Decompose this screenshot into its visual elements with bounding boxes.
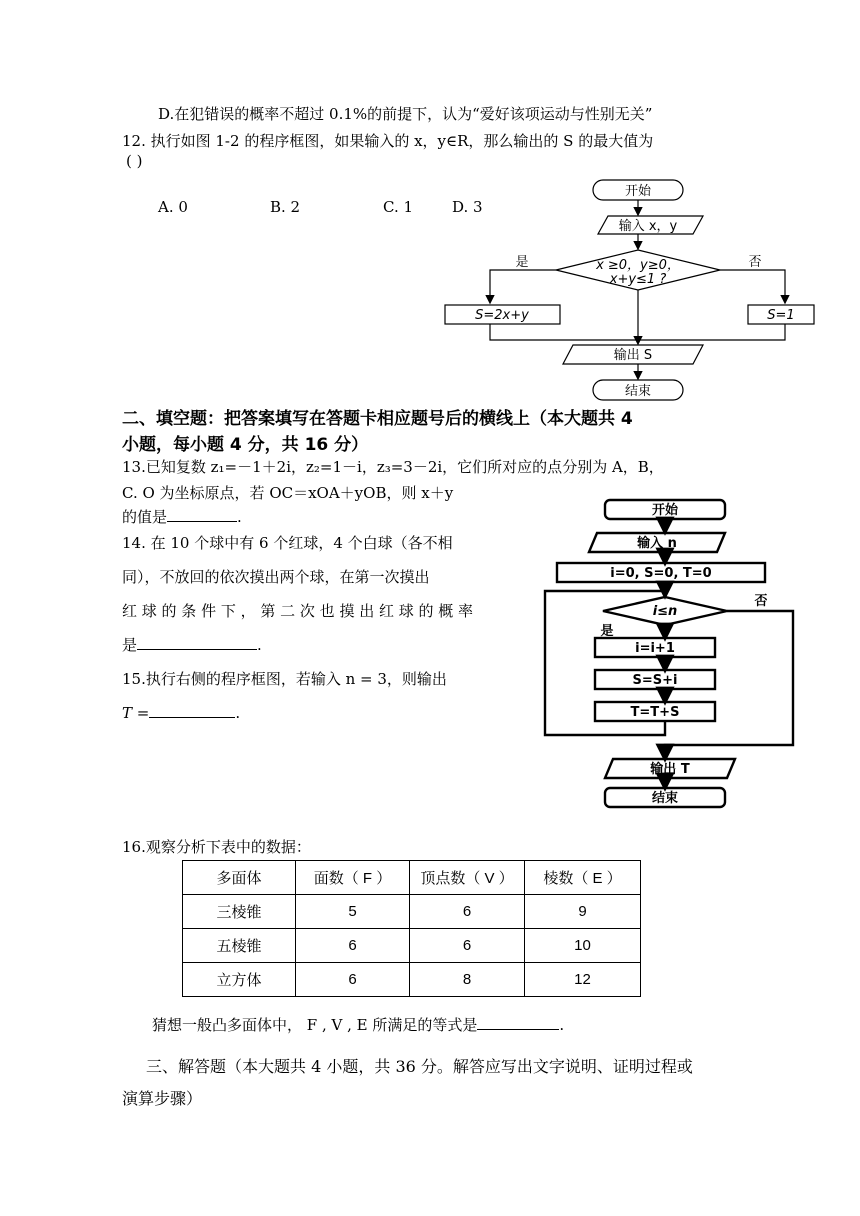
flow1-cond-line2: x+y≤1 ?: [609, 272, 667, 287]
table-header-cell: 棱数（ E ）: [525, 861, 641, 895]
q16-conclusion: 猜想一般凸多面体中， F , V , E 所满足的等式是 .: [152, 1016, 565, 1034]
table-row: [183, 895, 641, 929]
table-header-cell: 顶点数（ V ）: [410, 861, 525, 895]
q13-answer-blank[interactable]: [167, 507, 237, 522]
flow1-cond-line1: x ≥0，y≥0，: [596, 258, 680, 273]
table-cell: 5: [296, 895, 410, 929]
flow2-init-text: i=0, S=0, T=0: [610, 566, 712, 581]
flow2-yes-label: 是: [600, 624, 614, 639]
table-cell: 6: [296, 929, 410, 963]
q14-line2: 同），不放回的依次摸出两个球，在第一次摸出: [122, 568, 430, 586]
table-cell: 9: [525, 895, 641, 929]
table-cell: 10: [525, 929, 641, 963]
table-cell: 8: [410, 963, 525, 997]
flow2-cond-text: i≤n: [652, 604, 678, 619]
section2-line2: 小题，每小题 4 分，共 16 分）: [122, 435, 369, 455]
section2-line1: 二、填空题：把答案填写在答题卡相应题号后的横线上（本大题共 4: [122, 409, 633, 429]
flow2-no-label: 否: [754, 594, 768, 609]
flow1-start-text: 开始: [624, 184, 652, 199]
q16-stem: 16.观察分析下表中的数据：: [122, 838, 311, 856]
q11-option-d: D.在犯错误的概率不超过 0.1%的前提下，认为“爱好该项运动与性别无关”: [158, 105, 653, 123]
q14-line1: 14. 在 10 个球中有 6 个红球，4 个白球（各不相: [122, 534, 453, 552]
q15-line2: T = .: [122, 704, 241, 722]
flowchart-1: [430, 170, 830, 405]
q12-option-d: D. 3: [452, 198, 483, 216]
flow2-start-text: 开始: [651, 503, 679, 518]
flow1-output-text: 输出 S: [613, 348, 653, 363]
q16-answer-blank[interactable]: [477, 1015, 559, 1030]
q14-line4: 是 .: [122, 636, 262, 654]
q14-line4-text: 是: [122, 636, 138, 654]
q15-answer-blank[interactable]: [149, 703, 235, 718]
q13-line1: 13.已知复数 z₁=－1＋2i，z₂=1－i，z₃=3－2i，它们所对应的点分别为 A，B，: [122, 458, 664, 476]
table-cell: 6: [410, 895, 525, 929]
flow2-step2-text: S=S+i: [632, 673, 678, 688]
table-cell: 三棱锥: [183, 895, 296, 929]
flowchart-2: [535, 495, 805, 815]
q12-option-a: A. 0: [158, 198, 188, 216]
table-header-cell: 多面体: [183, 861, 296, 895]
table-cell: 立方体: [183, 963, 296, 997]
flow2-step3-text: T=T+S: [630, 705, 680, 720]
q12-option-b: B. 2: [270, 198, 301, 216]
flow2-input-text: 输入 n: [637, 536, 677, 551]
table-header-cell: 面数（ F ）: [296, 861, 410, 895]
q16-conclusion-text: 猜想一般凸多面体中， F , V , E 所满足的等式是: [152, 1016, 478, 1034]
q14-line3: 红 球 的 条 件 下 ， 第 二 次 也 摸 出 红 球 的 概 率: [122, 602, 474, 620]
q14-answer-blank[interactable]: [137, 635, 257, 650]
table-cell: 6: [410, 929, 525, 963]
flow1-end-text: 结束: [624, 384, 652, 399]
flow2-step1-text: i=i+1: [635, 641, 675, 656]
flow1-left-text: S=2x+y: [475, 308, 529, 323]
q13-line3: 的值是 .: [122, 508, 242, 526]
table-cell: 12: [525, 963, 641, 997]
q13-line3-text: 的值是: [122, 508, 168, 526]
q15-line2-text: T =: [122, 704, 150, 722]
table-row: [183, 929, 641, 963]
table-header-row: [183, 861, 641, 895]
flow1-right-text: S=1: [767, 308, 795, 323]
table-cell: 6: [296, 963, 410, 997]
flow1-no-label: 否: [748, 255, 762, 270]
table-row: [183, 963, 641, 997]
flow1-yes-label: 是: [515, 255, 529, 270]
flow2-output-text: 输出 T: [650, 762, 690, 777]
q15-line1: 15.执行右侧的程序框图，若输入 n = 3，则输出: [122, 670, 447, 688]
flow2-end-text: 结束: [651, 791, 679, 806]
q13-line2: C. O 为坐标原点，若 OC＝xOA＋yOB，则 x＋y: [122, 484, 454, 502]
q16-data-table: [182, 860, 641, 997]
q12-option-c: C. 1: [383, 198, 414, 216]
q12-stem-line2: ( ): [126, 152, 143, 170]
section3-line1: 三、解答题（本大题共 4 小题，共 36 分。解答应写出文字说明、证明过程或: [146, 1057, 693, 1076]
table-cell: 五棱锥: [183, 929, 296, 963]
section3-line2: 演算步骤）: [122, 1089, 203, 1108]
q12-stem-line1: 12. 执行如图 1-2 的程序框图，如果输入的 x，y∈R，那么输出的 S 的最大值为: [122, 132, 654, 150]
flow1-input-text: 输入 x，y: [618, 219, 678, 234]
